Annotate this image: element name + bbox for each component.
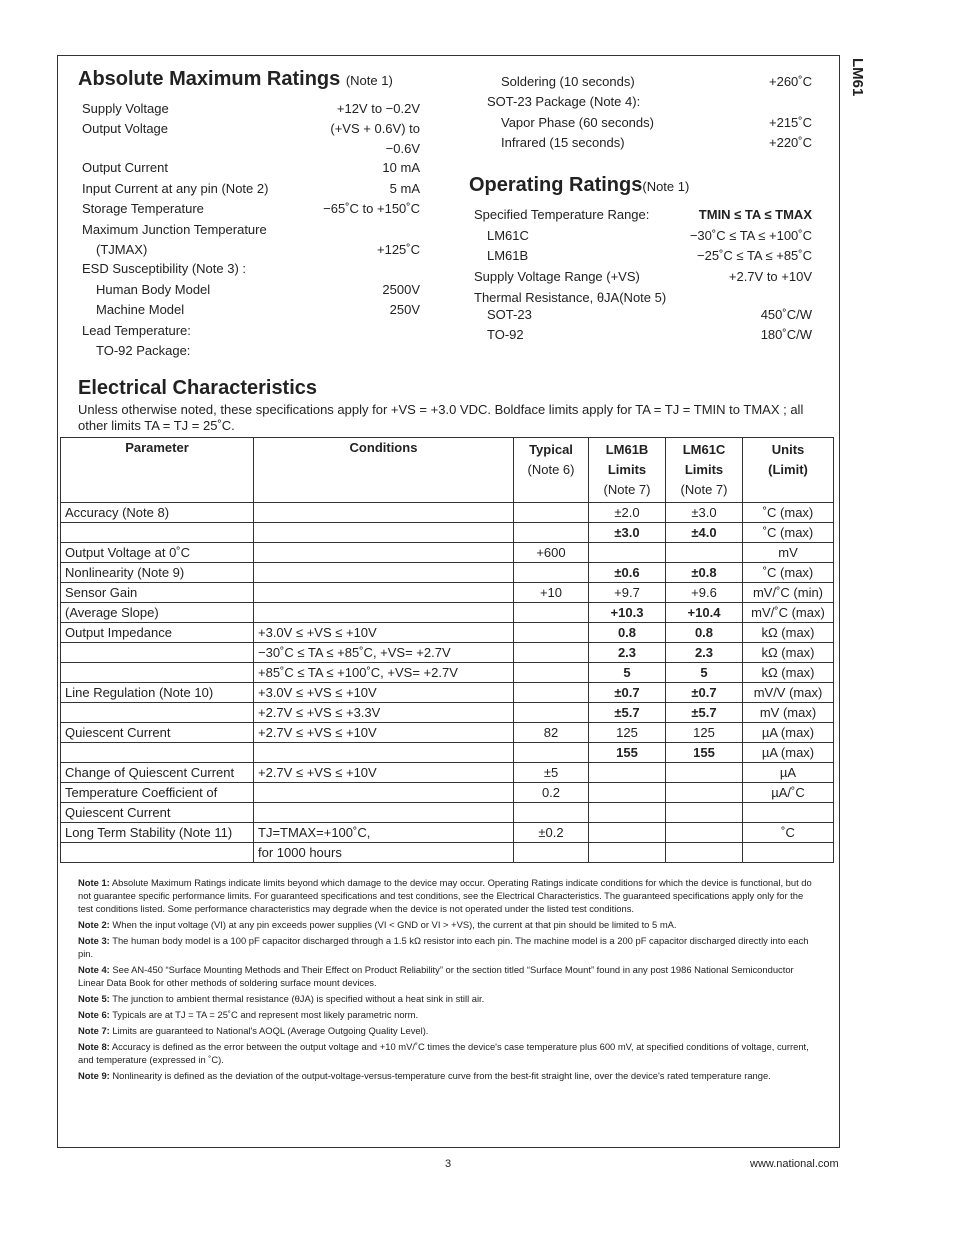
cell-u: mV/˚C (max) xyxy=(743,603,834,623)
or-label: TO-92 xyxy=(487,327,524,342)
footer-url: www.national.com xyxy=(750,1158,839,1170)
cell-p: (Average Slope) xyxy=(61,603,254,623)
ec-body xyxy=(61,503,834,863)
or-value: −25˚C ≤ TA ≤ +85˚C xyxy=(697,248,812,263)
note-text: The junction to ambient thermal resistance (θJA) is specified without a heat sink in still air. xyxy=(112,993,485,1004)
cell-t: 82 xyxy=(514,723,589,743)
cell-cc xyxy=(666,803,743,823)
cell-c xyxy=(254,603,514,623)
th-lm61b-note: (Note 7) xyxy=(603,482,651,497)
cell-cc: ±5.7 xyxy=(666,703,743,723)
or-title: Operating Ratings xyxy=(469,174,643,196)
amr-value: −0.6V xyxy=(385,141,420,156)
cell-b: 0.8 xyxy=(589,623,666,643)
table-row xyxy=(61,643,834,663)
amr-value: 2500V xyxy=(382,282,420,297)
note-text: Typicals are at TJ = TA = 25˚C and represent most likely parametric norm. xyxy=(112,1009,419,1020)
cell-c: −30˚C ≤ TA ≤ +85˚C, +VS= +2.7V xyxy=(254,643,514,663)
cell-cc: ±0.8 xyxy=(666,563,743,583)
or-value: 450˚C/W xyxy=(760,307,812,322)
th-typical-label: Typical xyxy=(529,442,573,457)
ec-intro: Unless otherwise noted, these specifications apply for +VS = +3.0 VDC. Boldface limits apply for TA = TJ = TMIN to TMAX ; all other limits TA = TJ = 25˚C. xyxy=(78,402,804,433)
note-text: Nonlinearity is defined as the deviation of the output-voltage-versus-temperature curve from the best-fit straight line, over the device's rated temperature range. xyxy=(112,1070,771,1081)
note-label: Note 1: xyxy=(78,877,110,888)
table-row xyxy=(61,523,834,543)
cell-c: +2.7V ≤ +VS ≤ +10V xyxy=(254,723,514,743)
cell-c: +2.7V ≤ +VS ≤ +10V xyxy=(254,763,514,783)
cell-p: Nonlinearity (Note 9) xyxy=(61,563,254,583)
amr-label: Supply Voltage xyxy=(82,101,169,116)
note-text: Absolute Maximum Ratings indicate limits beyond which damage to the device may occur. Operating Ratings indicate conditions for which the device is functional, but do not guarantee specific performance limits. For guaranteed specifications and test conditions, see the Electrical Characteristics. The guaranteed specifications apply only for the test conditions listed. Some performance characteristics may degrade when the device is not operated under the listed test conditions. xyxy=(78,877,812,914)
table-row xyxy=(61,563,834,583)
cell-p: Sensor Gain xyxy=(61,583,254,603)
cell-b: +9.7 xyxy=(589,583,666,603)
cell-c: TJ=TMAX=+100˚C, xyxy=(254,823,514,843)
or-heading xyxy=(469,174,689,197)
cell-u: ˚C (max) xyxy=(743,503,834,523)
cell-b: ±3.0 xyxy=(589,523,666,543)
cell-c xyxy=(254,503,514,523)
cell-p: Change of Quiescent Current xyxy=(61,763,254,783)
cell-cc xyxy=(666,843,743,863)
ec-table xyxy=(60,437,834,863)
cell-cc: 125 xyxy=(666,723,743,743)
cell-b xyxy=(589,763,666,783)
th-lm61c-label: LM61C xyxy=(682,442,726,457)
note-label: Note 3: xyxy=(78,935,110,946)
cell-c: +85˚C ≤ TA ≤ +100˚C, +VS= +2.7V xyxy=(254,663,514,683)
cell-p: Temperature Coefficient of xyxy=(61,783,254,803)
th-lm61b xyxy=(589,438,666,503)
th-typical xyxy=(514,438,589,503)
cell-b: 155 xyxy=(589,743,666,763)
cell-b xyxy=(589,843,666,863)
cell-p xyxy=(61,843,254,863)
th-lm61b-limits: Limits xyxy=(607,462,647,477)
cell-u: µA/˚C xyxy=(743,783,834,803)
cell-u: µA (max) xyxy=(743,723,834,743)
cell-p xyxy=(61,663,254,683)
cell-b xyxy=(589,823,666,843)
table-row xyxy=(61,603,834,623)
cell-t xyxy=(514,603,589,623)
cell-b xyxy=(589,783,666,803)
table-row xyxy=(61,743,834,763)
cell-b: +10.3 xyxy=(589,603,666,623)
table-row xyxy=(61,683,834,703)
th-units-sub: (Limit) xyxy=(768,462,808,477)
cell-c xyxy=(254,563,514,583)
table-row xyxy=(61,843,834,863)
th-conditions: Conditions xyxy=(254,438,514,503)
cell-u xyxy=(743,803,834,823)
amr-heading xyxy=(78,68,393,91)
th-units xyxy=(743,438,834,503)
cell-t xyxy=(514,683,589,703)
amr-label: Maximum Junction Temperature xyxy=(82,222,267,237)
cell-c xyxy=(254,783,514,803)
cell-b xyxy=(589,543,666,563)
cell-t: +600 xyxy=(514,543,589,563)
note-label: Note 2: xyxy=(78,919,110,930)
table-row xyxy=(61,663,834,683)
cell-b: ±0.7 xyxy=(589,683,666,703)
amr-cont-label: SOT-23 Package (Note 4): xyxy=(487,94,641,109)
cell-c: +2.7V ≤ +VS ≤ +3.3V xyxy=(254,703,514,723)
cell-p: Quiescent Current xyxy=(61,803,254,823)
note-7 xyxy=(78,1024,818,1037)
cell-t: ±0.2 xyxy=(514,823,589,843)
table-row xyxy=(61,503,834,523)
ec-header-row xyxy=(61,438,834,503)
note-label: Note 9: xyxy=(78,1070,110,1081)
table-row xyxy=(61,763,834,783)
cell-p xyxy=(61,523,254,543)
note-6 xyxy=(78,1008,818,1021)
cell-p: Accuracy (Note 8) xyxy=(61,503,254,523)
cell-t xyxy=(514,523,589,543)
amr-label: TO-92 Package: xyxy=(96,343,191,358)
amr-value: 10 mA xyxy=(382,160,420,175)
th-lm61c xyxy=(666,438,743,503)
amr-value: +125˚C xyxy=(377,242,420,257)
amr-label: Input Current at any pin (Note 2) xyxy=(82,181,269,196)
cell-t: 0.2 xyxy=(514,783,589,803)
cell-u: kΩ (max) xyxy=(743,663,834,683)
cell-b: 2.3 xyxy=(589,643,666,663)
table-row xyxy=(61,783,834,803)
cell-u: mV (max) xyxy=(743,703,834,723)
note-3 xyxy=(78,934,818,960)
amr-cont-label: Soldering (10 seconds) xyxy=(501,74,635,89)
cell-t xyxy=(514,843,589,863)
cell-t xyxy=(514,803,589,823)
page-number: 3 xyxy=(445,1158,452,1170)
amr-title: Absolute Maximum Ratings xyxy=(78,68,341,90)
note-9 xyxy=(78,1069,818,1082)
amr-note: (Note 1) xyxy=(345,73,393,88)
amr-cont-label: Infrared (15 seconds) xyxy=(501,135,625,150)
cell-cc: ±4.0 xyxy=(666,523,743,543)
cell-t: ±5 xyxy=(514,763,589,783)
cell-p: Line Regulation (Note 10) xyxy=(61,683,254,703)
th-lm61c-note: (Note 7) xyxy=(680,482,728,497)
cell-cc: +10.4 xyxy=(666,603,743,623)
amr-value: (+VS + 0.6V) to xyxy=(330,121,420,136)
cell-u: ˚C (max) xyxy=(743,523,834,543)
cell-u xyxy=(743,843,834,863)
or-label: LM61B xyxy=(487,248,529,263)
table-row xyxy=(61,543,834,563)
cell-c: for 1000 hours xyxy=(254,843,514,863)
amr-value: 250V xyxy=(389,302,420,317)
note-2 xyxy=(78,918,818,931)
note-text: The human body model is a 100 pF capacitor discharged through a 1.5 kΩ resistor into each pin. The machine model is a 200 pF capacitor discharged directly into each pin. xyxy=(78,935,809,959)
cell-cc: ±0.7 xyxy=(666,683,743,703)
amr-label: Machine Model xyxy=(96,302,185,317)
cell-u: mV/V (max) xyxy=(743,683,834,703)
table-row xyxy=(61,703,834,723)
amr-label: Output Voltage xyxy=(82,121,169,136)
or-value: +2.7V to +10V xyxy=(728,269,812,284)
cell-t xyxy=(514,623,589,643)
amr-cont-value: +215˚C xyxy=(769,115,812,130)
cell-c xyxy=(254,523,514,543)
amr-cont-label: Vapor Phase (60 seconds) xyxy=(501,115,654,130)
cell-c xyxy=(254,803,514,823)
or-value: −30˚C ≤ TA ≤ +100˚C xyxy=(689,228,812,243)
cell-b: ±0.6 xyxy=(589,563,666,583)
amr-value: 5 mA xyxy=(389,181,420,196)
or-label: SOT-23 xyxy=(487,307,532,322)
table-row xyxy=(61,723,834,743)
cell-cc xyxy=(666,823,743,843)
amr-cont-value: +220˚C xyxy=(769,135,812,150)
cell-p xyxy=(61,643,254,663)
amr-label: Storage Temperature xyxy=(82,201,204,216)
or-label: LM61C xyxy=(487,228,529,243)
cell-cc: +9.6 xyxy=(666,583,743,603)
or-label: Thermal Resistance, θJA(Note 5) xyxy=(474,290,667,305)
cell-t xyxy=(514,743,589,763)
cell-t xyxy=(514,643,589,663)
cell-c xyxy=(254,583,514,603)
note-label: Note 6: xyxy=(78,1009,110,1020)
cell-b: 125 xyxy=(589,723,666,743)
th-units-label: Units xyxy=(771,442,805,457)
amr-label: Human Body Model xyxy=(96,282,211,297)
cell-u: ˚C (max) xyxy=(743,563,834,583)
note-label: Note 5: xyxy=(78,993,110,1004)
note-text: Limits are guaranteed to National's AOQL (Average Outgoing Quality Level). xyxy=(112,1025,429,1036)
cell-u: mV/˚C (min) xyxy=(743,583,834,603)
note-4 xyxy=(78,963,818,989)
cell-cc: ±3.0 xyxy=(666,503,743,523)
or-value: 180˚C/W xyxy=(760,327,812,342)
cell-c: +3.0V ≤ +VS ≤ +10V xyxy=(254,623,514,643)
cell-t: +10 xyxy=(514,583,589,603)
cell-cc: 0.8 xyxy=(666,623,743,643)
amr-label: Lead Temperature: xyxy=(82,323,191,338)
cell-u: µA xyxy=(743,763,834,783)
note-8 xyxy=(78,1040,818,1066)
cell-p: Quiescent Current xyxy=(61,723,254,743)
or-label: Specified Temperature Range: xyxy=(474,207,650,222)
cell-p: Long Term Stability (Note 11) xyxy=(61,823,254,843)
th-lm61b-label: LM61B xyxy=(605,442,649,457)
cell-c: +3.0V ≤ +VS ≤ +10V xyxy=(254,683,514,703)
table-row xyxy=(61,823,834,843)
amr-label: ESD Susceptibility (Note 3) : xyxy=(82,261,247,276)
note-5 xyxy=(78,992,818,1005)
cell-p xyxy=(61,703,254,723)
th-parameter: Parameter xyxy=(61,438,254,503)
cell-b: ±5.7 xyxy=(589,703,666,723)
amr-label: Output Current xyxy=(82,160,168,175)
note-1 xyxy=(78,876,818,915)
note-label: Note 4: xyxy=(78,964,110,975)
side-title: LM61 xyxy=(849,58,866,97)
amr-label: (TJMAX) xyxy=(96,242,148,257)
or-value: TMIN ≤ TA ≤ TMAX xyxy=(698,207,812,222)
note-text: Accuracy is defined as the error between the output voltage and +10 mV/˚C times the device's case temperature plus 600 mV, at specified conditions of voltage, current, and temperature (expressed in ˚C). xyxy=(78,1041,809,1065)
note-label: Note 8: xyxy=(78,1041,110,1052)
th-typical-note: (Note 6) xyxy=(527,462,575,477)
cell-cc: 5 xyxy=(666,663,743,683)
cell-u: µA (max) xyxy=(743,743,834,763)
amr-cont-value: +260˚C xyxy=(769,74,812,89)
cell-t xyxy=(514,663,589,683)
cell-u: mV xyxy=(743,543,834,563)
cell-cc xyxy=(666,783,743,803)
cell-p xyxy=(61,743,254,763)
cell-p: Output Impedance xyxy=(61,623,254,643)
cell-u: kΩ (max) xyxy=(743,643,834,663)
cell-u: ˚C xyxy=(743,823,834,843)
amr-value: −65˚C to +150˚C xyxy=(323,201,420,216)
cell-b: 5 xyxy=(589,663,666,683)
cell-cc xyxy=(666,543,743,563)
cell-u: kΩ (max) xyxy=(743,623,834,643)
ec-title: Electrical Characteristics xyxy=(78,377,318,399)
table-row xyxy=(61,623,834,643)
cell-t xyxy=(514,703,589,723)
cell-cc: 155 xyxy=(666,743,743,763)
cell-t xyxy=(514,563,589,583)
note-text: When the input voltage (VI) at any pin exceeds power supplies (VI < GND or VI > +VS), the current at that pin should be limited to 5 mA. xyxy=(112,919,677,930)
cell-c xyxy=(254,543,514,563)
notes-section xyxy=(78,876,818,1085)
table-row xyxy=(61,803,834,823)
cell-cc xyxy=(666,763,743,783)
note-label: Note 7: xyxy=(78,1025,110,1036)
cell-b xyxy=(589,803,666,823)
or-label: Supply Voltage Range (+VS) xyxy=(474,269,640,284)
cell-cc: 2.3 xyxy=(666,643,743,663)
cell-b: ±2.0 xyxy=(589,503,666,523)
cell-p: Output Voltage at 0˚C xyxy=(61,543,254,563)
cell-t xyxy=(514,503,589,523)
or-note: (Note 1) xyxy=(642,179,690,194)
amr-value: +12V to −0.2V xyxy=(336,101,420,116)
table-row xyxy=(61,583,834,603)
cell-c xyxy=(254,743,514,763)
th-lm61c-limits: Limits xyxy=(684,462,724,477)
note-text: See AN-450 “Surface Mounting Methods and Their Effect on Product Reliability” or the section titled “Surface Mount” found in any post 1986 National Semiconductor Linear Data Book for other methods of soldering surface mount devices. xyxy=(78,964,794,988)
